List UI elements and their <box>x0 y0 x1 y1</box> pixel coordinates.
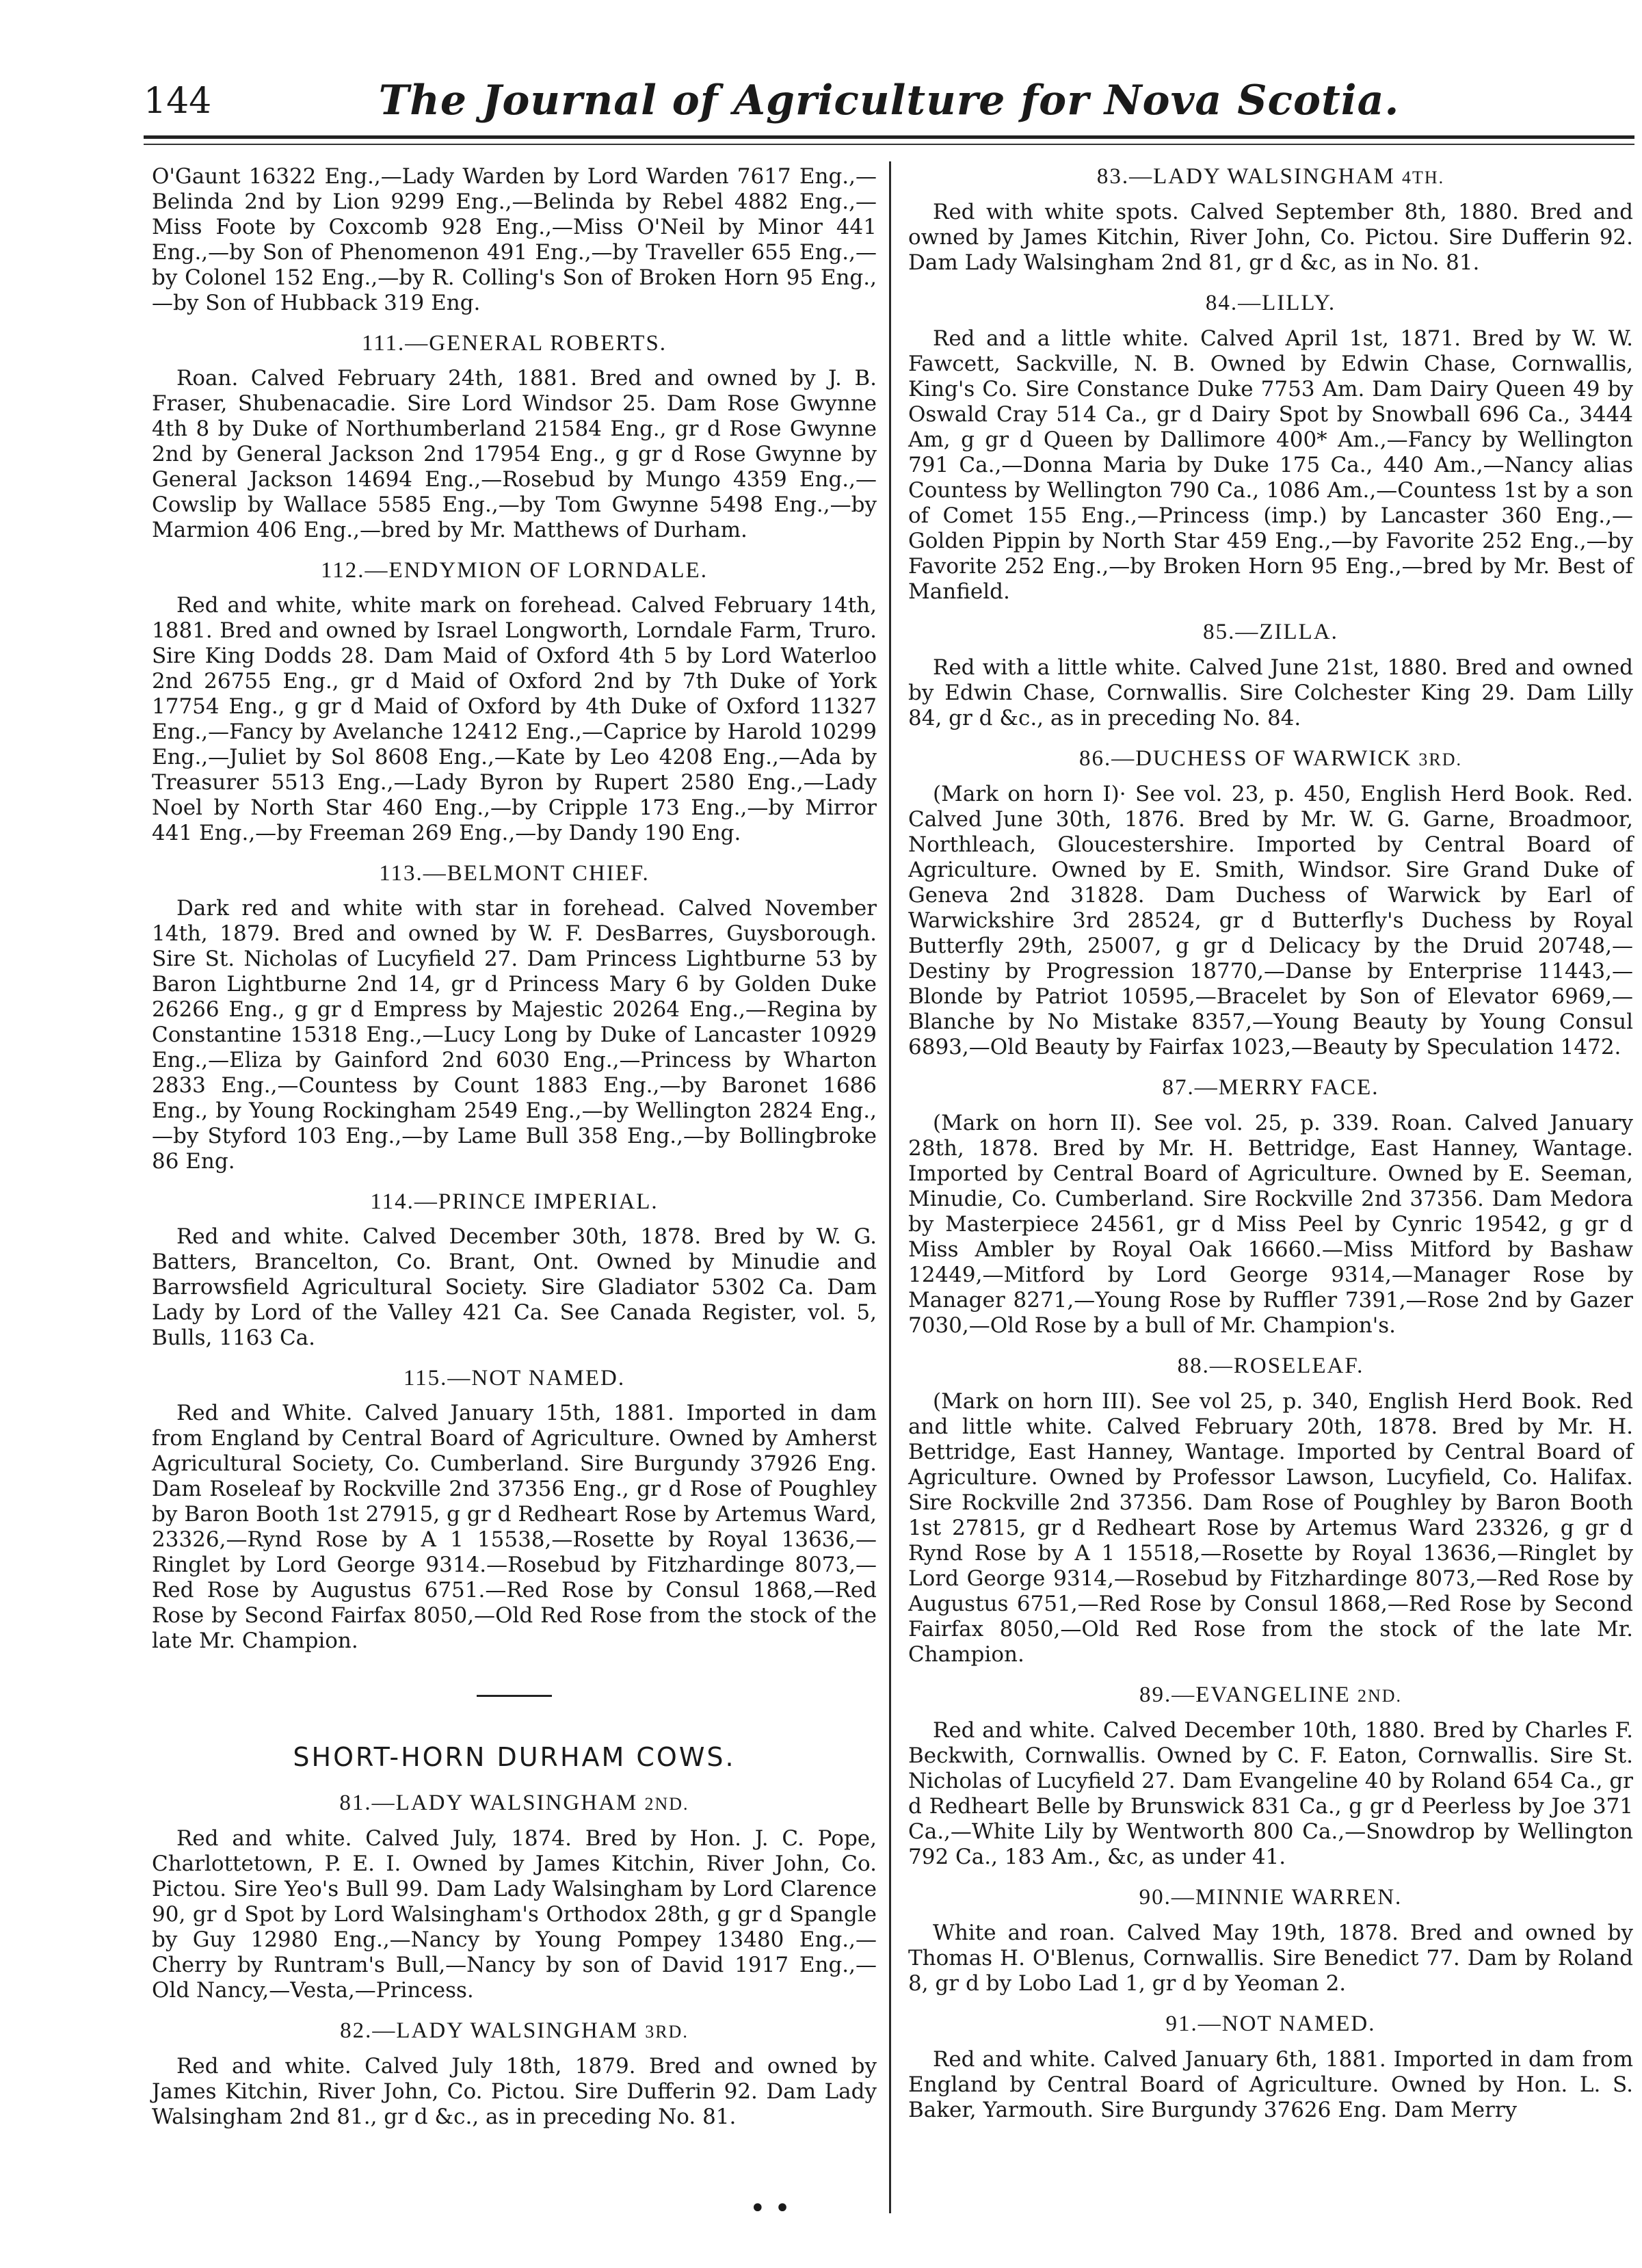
entry-title-text: 89.—EVANGELINE <box>1139 1683 1351 1707</box>
entry-title-text: 83.—LADY WALSINGHAM <box>1096 164 1395 189</box>
footer-mark: • • <box>750 2193 791 2224</box>
entry-text: Red and white. Calved July, 1874. Bred by Hon. J. C. Pope, Charlottetown, P. E. I. Owned by James Kitchin, River John, Co. Pictou. Sire Yeo's Bull 99. Dam Lady Walsingham by Lord Clarence 90, gr d Spot by Lord Walsingham's Orthodox 28th, g gr d Spangle by Guy 12980 Eng.,—Nancy by Young Pompey 13480 Eng.,—Cherry by Runtram's Bull,—Nancy by son of David 1917 Eng.,—Old Nancy,—Vesta,—Princess. <box>152 1826 877 2003</box>
entry-title: 112.—ENDYMION OF LORNDALE. <box>321 558 708 583</box>
entry <box>152 1189 877 1351</box>
entry-title-text: 88.—ROSELEAF. <box>1177 1354 1364 1378</box>
entry-text: (Mark on horn I)· See vol. 23, p. 450, English Herd Book. Red. Calved June 30th, 1876. Bred by Mr. W. G. Garne, Broadmoor, Northleach, Gloucestershire. Imported by Central Board of Agriculture. Owned by E. Smith, Windsor. Sire Grand Duke of Geneva 2nd 31828. Dam Duchess of Warwick by Earl of Warwickshire 3rd 28524, gr d Butterfly's Duchess by Royal Butterfly 29th, 25007, g gr d Delicacy by the Druid 20748,—Destiny by Progression 18770,—Danse by Enterprise 11443,—Blonde by Patriot 10595,—Bracelet by Son of Elevator 6969,—Blanche by No Mistake 8357,—Young Beauty by Young Consul 6893,—Old Beauty by Fairfax 1023,—Beauty by Speculation 1472. <box>908 782 1633 1059</box>
section-separator <box>477 1695 552 1697</box>
entry-title-suffix: 2ND. <box>1357 1686 1403 1706</box>
journal-title: The Journal of Agriculture for Nova Scotia. <box>378 77 1400 124</box>
entry <box>908 2012 1633 2123</box>
entry-text: Red and white, white mark on forehead. Calved February 14th, 1881. Bred and owned by Israel Longworth, Lorndale Farm, Truro. Sire King Dodds 28. Dam Maid of Oxford 4th 5 by Lord Waterloo 2nd 26755 Eng., gr d Maid of Oxford 2nd by 7th Duke of York 17754 Eng., g gr d Maid of Oxford by 4th Duke of Oxford 11327 Eng.,—Fancy by Avelanche 12412 Eng.,—Caprice by Harold 10299 Eng.,—Juliet by Sol 8608 Eng.,—Kate by Leo 4208 Eng.,—Ada by Treasurer 5513 Eng.,—Lady Byron by Rupert 2580 Eng.,—Lady Noel by North Star 460 Eng.,—by Cripple 173 Eng.,—by Mirror 441 Eng.,—by Freeman 269 Eng.,—by Dandy 190 Eng. <box>152 593 877 845</box>
entry <box>908 1354 1633 1667</box>
entry-title <box>908 164 1633 190</box>
entry-title-text: 86.—DUCHESS OF WARWICK <box>1078 746 1412 771</box>
entry-title: 114.—PRINCE IMPERIAL. <box>370 1189 659 1214</box>
right-column <box>908 164 1633 2123</box>
entry-text: Red and white. Calved December 10th, 1880. Bred by Charles F. Beckwith, Cornwallis. Owned by C. F. Eaton, Cornwallis. Sire St. Nicholas of Lucyfield 27. Dam Evangeline 40 by Roland 654 Ca., gr d Redheart Belle by Brunswick 831 Ca., g gr d Peerless by Joe 371 Ca.,—White Lily by Wentworth 800 Ca.,—Snowdrop by Wellington 792 Ca., 183 Am., &c, as under 41. <box>908 1718 1633 1869</box>
entry-text: Dark red and white with star in forehead. Calved November 14th, 1879. Bred and owned by W. F. DesBarres, Guysborough. Sire St. Nicholas of Lucyfield 27. Dam Princess Lightburne 53 by Baron Lightburne 2nd 14, gr d Princess Mary 6 by Golden Duke 26266 Eng., g gr d Empress by Majestic 20264 Eng.,—Regina by Constantine 15318 Eng.,—Lucy Long by Duke of Lancaster 10929 Eng.,—Eliza by Gainford 2nd 6030 Eng.,—Princess by Wharton 2833 Eng.,—Countess by Count 1883 Eng.,—by Baronet 1686 Eng., by Young Rockingham 2549 Eng.,—by Wellington 2824 Eng.,—by Styford 103 Eng.,—by Lame Bull 358 Eng.,—by Bollingbroke 86 Eng. <box>152 896 877 1174</box>
entry-title: 111.—GENERAL ROBERTS. <box>361 331 667 356</box>
entry <box>908 746 1633 1060</box>
entry-title <box>908 2012 1633 2038</box>
entry-text: Red with white spots. Calved September 8th, 1880. Bred and owned by James Kitchin, River John, Co. Pictou. Sire Dufferin 92. Dam Lady Walsingham 2nd 81, gr d &c, as in No. 81. <box>908 200 1633 275</box>
entry <box>152 558 877 846</box>
entry-title-suffix: 2ND. <box>644 1794 689 1814</box>
entry-title-suffix: 3RD. <box>1418 750 1463 769</box>
entry-text: Red and White. Calved January 15th, 1881. Imported in dam from England by Central Board of Agriculture. Owned by Amherst Agricultural Society, Co. Cumberland. Sire Burgundy 37926 Eng. Dam Roseleaf by Rockville 2nd 37356 Eng., gr d Rose of Poughley by Baron Booth 1st 27915, g gr d Redheart Rose by Artemus Ward, 23326,—Rynd Rose by A 1 15538,—Rosette by Royal 13636,—Ringlet by Lord George 9314.—Rosebud by Fitzhardinge 8073,—Red Rose by Augustus 6751.—Red Rose by Consul 1868,—Red Rose by Second Fairfax 8050,—Old Red Rose from the stock of the late Mr. Champion. <box>152 1401 877 1653</box>
header-rule-thin <box>144 144 1634 145</box>
entry <box>908 164 1633 276</box>
entry-text: (Mark on horn II). See vol. 25, p. 339. Roan. Calved January 28th, 1878. Bred by Mr. H. Bettridge, East Hanney, Wantage. Imported by Central Board of Agriculture. Owned by E. Seeman, Minudie, Co. Cumberland. Sire Rockville 2nd 37356. Dam Medora by Masterpiece 24561, gr d Miss Peel by Cynric 19542, g gr d Miss Ambler by Royal Oak 16660.—Miss Mitford by Bashaw 12449,—Mitford by Lord George 9314,—Manager Rose by Manager 8271,—Young Rose by Ruffler 7391,—Rose 2nd by Gazer 7030,—Old Rose by a bull of Mr. Champion's. <box>908 1111 1633 1338</box>
entry <box>908 1683 1633 1870</box>
entry-title <box>908 1885 1633 1911</box>
entry-title-text: 90.—MINNIE WARREN. <box>1139 1885 1403 1910</box>
entry-text: Red with a little white. Calved June 21st, 1880. Bred and owned by Edwin Chase, Cornwallis. Sire Colchester King 29. Dam Lilly 84, gr d &c., as in preceding No. 84. <box>908 655 1633 730</box>
entry-title-text: 84.—LILLY. <box>1205 291 1336 315</box>
entry <box>152 1366 877 1654</box>
entry-text: Red and white. Calved January 6th, 1881. Imported in dam from England by Central Board of Agriculture. Owned by Hon. L. S. Baker, Yarmouth. Sire Burgundy 37626 Eng. Dam Merry <box>908 2047 1633 2122</box>
entry-title <box>908 291 1633 317</box>
entry <box>908 620 1633 731</box>
entry-title: 115.—NOT NAMED. <box>403 1366 626 1390</box>
entry <box>908 291 1633 605</box>
entry <box>152 861 877 1174</box>
column-divider <box>889 161 891 2213</box>
entry-title-text: 82.—LADY WALSINGHAM <box>340 2018 638 2043</box>
entry-title-suffix: 4TH. <box>1401 168 1445 187</box>
entry-text: White and roan. Calved May 19th, 1878. Bred and owned by Thomas H. O'Blenus, Cornwallis. Sire Benedict 77. Dam by Roland 8, gr d by Lobo Lad 1, gr d by Yeoman 2. <box>908 1921 1633 1996</box>
header-rule-thick <box>144 135 1634 139</box>
entry-title <box>152 1791 877 1817</box>
entry-title-text: 91.—NOT NAMED. <box>1165 2012 1376 2036</box>
page-header <box>144 68 1634 137</box>
entry <box>152 1791 877 2003</box>
entry-text: Red and white. Calved December 30th, 1878. Bred by W. G. Batters, Brancelton, Co. Brant, Ont. Owned by Minudie and Barrowsfield Agricultural Society. Sire Gladiator 5302 Ca. Dam Lady by Lord of the Valley 421 Ca. See Canada Register, vol. 5, Bulls, 1163 Ca. <box>152 1224 877 1350</box>
left-column <box>152 164 877 2130</box>
entry <box>152 2018 877 2130</box>
entry <box>908 1885 1633 1996</box>
entry-text: (Mark on horn III). See vol 25, p. 340, English Herd Book. Red and little white. Calved February 20th, 1878. Bred by Mr. H. Bettridge, East Hanney, Wantage. Imported by Central Board of Agriculture. Owned by Professor Lawson, Lucyfield, Co. Halifax. Sire Rockville 2nd 37356. Dam Rose of Poughley by Baron Booth 1st 27815, gr d Redheart Rose by Artemus Ward 23326, g gr d Rynd Rose by A 1 15518,—Rosette by Royal 13636,—Ringlet by Lord George 9314,—Rosebud by Fitzhardinge 8073,—Red Rose by Augustus 6751,—Red Rose by Consul 1868,—Red Rose by Second Fairfax 8050,—Old Red Rose from the stock of the late Mr. Champion. <box>908 1389 1633 1667</box>
entry-text: Roan. Calved February 24th, 1881. Bred and owned by J. B. Fraser, Shubenacadie. Sire Lord Windsor 25. Dam Rose Gwynne 4th 8 by Duke of Northumberland 21584 Eng., gr d Rose Gwynne 2nd by General Jackson 2nd 17954 Eng., g gr d Rose Gwynne by General Jackson 14694 Eng.,—Rosebud by Mungo 4359 Eng.,—Cowslip by Wallace 5585 Eng.,—by Tom Gwynne 5498 Eng.,—by Marmion 406 Eng.,—bred by Mr. Matthews of Durham. <box>152 366 877 542</box>
entry-text: Red and a little white. Calved April 1st, 1871. Bred by W. W. Fawcett, Sackville, N. B. Owned by Edwin Chase, Cornwallis, King's Co. Sire Constance Duke 7753 Am. Dam Dairy Queen 49 by Oswald Cray 514 Ca., gr d Dairy Spot by Snowball 696 Ca., 3444 Am, g gr d Queen by Dallimore 400* Am.,—Fancy by Wellington 791 Ca.,—Donna Maria by Duke 175 Ca., 440 Am.,—Nancy alias Countess by Wellington 790 Ca., 1086 Am.,—Countess 1st by a son of Comet 155 Eng.,—Princess (imp.) by Lancaster 360 Eng.,—Golden Pippin by North Star 459 Eng.,—by Favorite 252 Eng.,—by Favorite 252 Eng.,—by Broken Horn 95 Eng.,—bred by Mr. Best of Manfield. <box>908 326 1633 604</box>
entry-title: 113.—BELMONT CHIEF. <box>379 861 650 886</box>
entry-title-text: 81.—LADY WALSINGHAM <box>339 1791 638 1815</box>
entry <box>908 1075 1633 1339</box>
section-title: SHORT-HORN DURHAM COWS. <box>293 1742 736 1772</box>
page-number: 144 <box>144 81 212 122</box>
entry-title <box>908 1354 1633 1380</box>
entry-title <box>152 2018 877 2044</box>
continued-pedigree: O'Gaunt 16322 Eng.,—Lady Warden by Lord Warden 7617 Eng.,—Belinda 2nd by Lion 9299 Eng.,—Belinda by Rebel 4882 Eng.,—Miss Foote by Coxcomb 928 Eng.,—Miss O'Neil by Minor 441 Eng.,—by Son of Phenomenon 491 Eng.,—by Traveller 655 Eng.,—by Colonel 152 Eng.,—by R. Colling's Son of Broken Horn 95 Eng.,—by Son of Hubback 319 Eng. <box>152 164 877 315</box>
entry <box>152 331 877 543</box>
entry-title <box>908 1683 1633 1709</box>
entry-title-text: 85.—ZILLA. <box>1203 620 1338 644</box>
entry-title <box>908 620 1633 646</box>
entry-title-suffix: 3RD. <box>645 2022 689 2042</box>
entry-title <box>908 746 1633 772</box>
entry-title-text: 87.—MERRY FACE. <box>1162 1075 1379 1100</box>
entry-title <box>908 1075 1633 1101</box>
entry-text: Red and white. Calved July 18th, 1879. Bred and owned by James Kitchin, River John, Co. Pictou. Sire Dufferin 92. Dam Lady Walsingham 2nd 81., gr d &c., as in preceding No. 81. <box>152 2054 877 2129</box>
